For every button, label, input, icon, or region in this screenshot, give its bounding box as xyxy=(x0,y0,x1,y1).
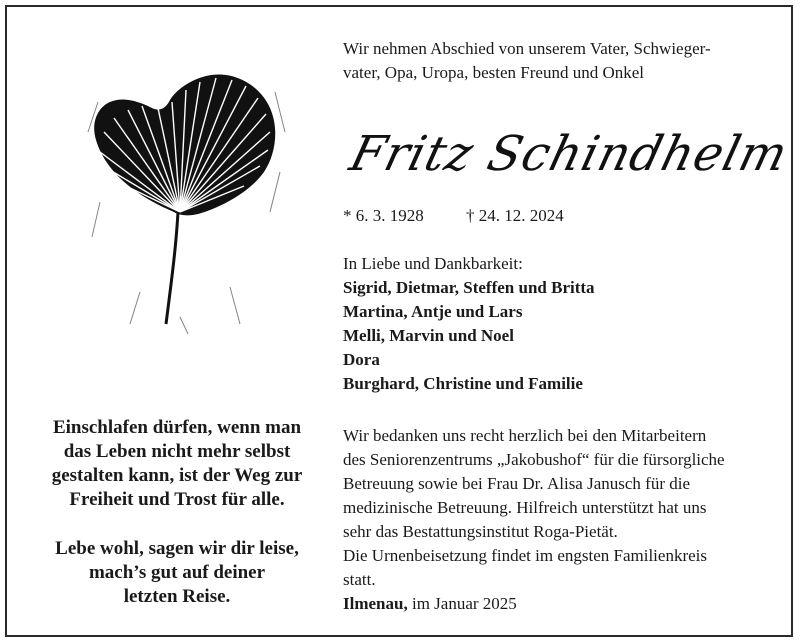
thanks-line: Wir bedanken uns recht herzlich bei den Mitarbeitern xyxy=(343,426,707,445)
deceased-name: Fritz Schindhelm xyxy=(344,126,794,182)
family-member: Dora xyxy=(343,350,380,369)
family-member: Melli, Marvin und Noel xyxy=(343,326,514,345)
family-heading: In Liebe und Dankbarkeit: xyxy=(343,254,523,273)
intro-line: vater, Opa, Uropa, besten Freund und Onkel xyxy=(343,63,644,82)
thanks-line: sehr das Bestattungsinstitut Roga-Pietät. xyxy=(343,522,618,541)
intro-text xyxy=(343,37,773,85)
intro-line: Wir nehmen Abschied von unserem Vater, Schwieger- xyxy=(343,39,711,58)
family-member: Martina, Antje und Lars xyxy=(343,302,523,321)
thanks-line: Die Urnenbeisetzung findet im engsten Familienkreis xyxy=(343,546,707,565)
thanks-line: medizinische Betreuung. Hilfreich unterstützt hat uns xyxy=(343,498,707,517)
thanks-line: des Seniorenzentrums „Jakobushof“ für die fürsorgliche xyxy=(343,450,725,469)
thanks-line: statt. xyxy=(343,570,376,589)
death-date: † 24. 12. 2024 xyxy=(466,206,564,225)
family-member: Burghard, Christine und Familie xyxy=(343,374,583,393)
quote-line: gestalten kann, ist der Weg zur xyxy=(51,465,303,486)
family-member: Sigrid, Dietmar, Steffen und Britta xyxy=(343,278,595,297)
quote-block-2 xyxy=(22,537,332,609)
date: im Januar 2025 xyxy=(411,594,517,613)
birth-date: * 6. 3. 1928 xyxy=(343,206,424,225)
place-date-line xyxy=(343,592,783,616)
thanks-line: Betreuung sowie bei Frau Dr. Alisa Janusch für die xyxy=(343,474,691,493)
quote-line: Freiheit und Trost für alle. xyxy=(69,489,285,510)
quote-line: mach’s gut auf deiner xyxy=(88,562,266,583)
quote-line: Einschlafen dürfen, wenn man xyxy=(52,417,302,438)
quote-line: letzten Reise. xyxy=(123,586,231,607)
quote-line: das Leben nicht mehr selbst xyxy=(63,441,291,462)
family-list xyxy=(343,252,595,396)
life-dates xyxy=(343,204,564,228)
thanks-text xyxy=(343,424,783,616)
quote-block-1 xyxy=(22,416,332,512)
place: Ilmenau, xyxy=(343,594,408,613)
ginkgo-leaf-icon xyxy=(80,62,290,337)
quote-line: Lebe wohl, sagen wir dir leise, xyxy=(55,538,299,559)
